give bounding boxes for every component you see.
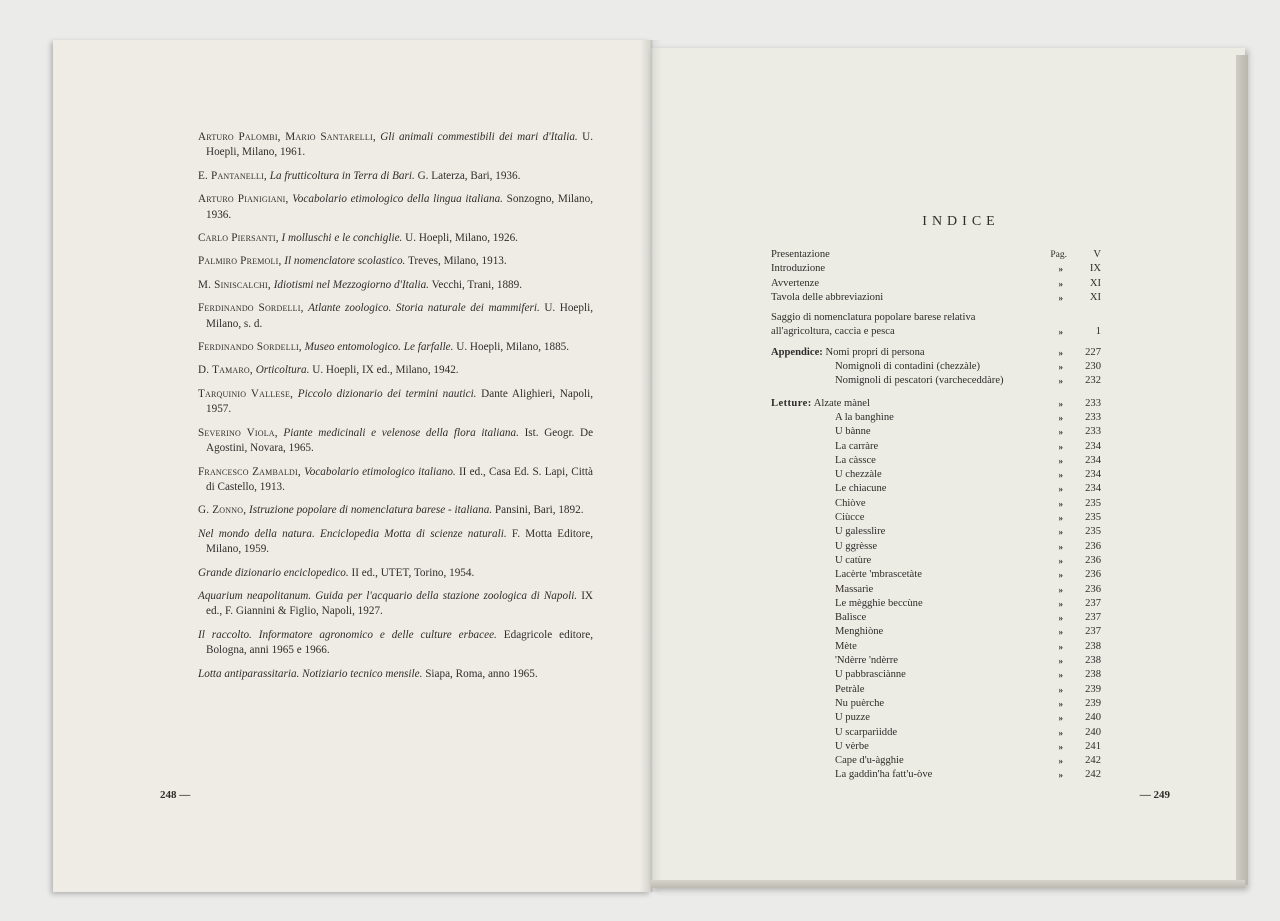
entry-title: Idiotismi nel Mezzogiorno d'Italia. [273,278,429,291]
bibliography-entry [198,387,593,418]
index-entry-page: 240 [1085,712,1101,724]
entry-author: G. Zonno, [198,504,247,517]
index-row [771,583,1101,597]
index-entry-label: Mète [835,640,857,652]
index-entry-label: U scarparìidde [835,726,898,738]
entry-author: Francesco Zambaldi, [198,465,301,478]
index-entry-page: 234 [1085,469,1101,481]
index-list [771,248,1101,783]
bibliography-entry [198,231,593,246]
index-row [771,248,1101,262]
entry-title: Vocabolario etimologico italiano. [304,465,456,478]
left-page [53,40,651,892]
index-row [771,683,1101,697]
marker-glyph: » [1058,698,1063,709]
index-entry-label: Balìsce [835,612,867,624]
bibliography-entry [198,169,593,184]
index-entry-label: Massarìe [835,583,874,595]
index-entry-label: Petràle [835,683,865,695]
index-row [771,425,1101,439]
index-entry-page: 230 [1085,361,1101,373]
index-entry-label: U ggrèsse [835,540,878,552]
entry-author: M. Siniscalchi, [198,278,271,291]
spacer [771,389,1101,397]
index-entry-label: La càssce [835,454,876,466]
index-row [771,360,1101,374]
bibliography-entry [198,363,593,378]
marker-glyph: » [1058,278,1063,289]
marker-glyph: » [1058,770,1063,781]
index-entry-label: Nomignoli di pescatori (varcheceddàre) [835,375,1004,387]
entry-publisher: Pansini, Bari, 1892. [494,504,584,517]
entry-author: D. Tamaro, [198,364,253,377]
entry-publisher: Siapa, Roma, anno 1965. [425,667,538,680]
entry-author: Tarquinio Vallese, [198,387,294,400]
right-page [651,48,1245,888]
index-entry-label: Le mègghie beccùne [835,597,923,609]
index-row [771,525,1101,539]
index-row [771,654,1101,668]
entry-publisher: IX ed., F. Giannini & Figlio, Napoli, 1927. [206,589,594,618]
entry-text: Nomi propri di persona [825,346,925,358]
bibliography-entry [198,301,593,332]
marker-glyph: » [1058,584,1063,595]
index-entry-page: 238 [1085,655,1101,667]
entry-publisher: U. Hoepli, Milano, 1926. [405,232,518,245]
entry-title: Il raccolto. Informatore agronomico e delle culture erbacee. [198,628,497,641]
right-page-number: — 249 [1139,789,1170,801]
index-entry-label: U bànne [835,426,871,438]
entry-publisher: U. Hoepli, Milano, s. d. [206,302,594,330]
entry-publisher: U. Hoepli, Milano, 1885. [456,341,570,354]
entry-title: Museo entomologico. Le farfalle. [304,341,454,354]
entry-author: Arturo Pianigiani, [198,193,289,206]
index-entry-label: Introduzione [771,263,826,275]
entry-title: I molluschi e le conchiglie. [281,232,403,245]
marker-glyph: » [1058,670,1063,681]
index-row [771,325,1101,339]
marker-glyph: » [1058,362,1063,373]
page-stack-edge [1236,55,1248,885]
bibliography-entry [198,465,593,496]
entry-title: Aquarium neapolitanum. Guida per l'acquario della stazione zoologica di Napoli. [198,589,578,602]
bibliography-entry [198,192,593,223]
index-entry-label: all'agricoltura, caccia e pesca [771,326,895,338]
entry-publisher: II ed., UTET, Torino, 1954. [351,566,475,579]
index-row [771,668,1101,682]
index-entry-label [771,346,925,360]
index-entry-label: U vèrbe [835,740,869,752]
index-entry-page: 239 [1085,697,1101,709]
entry-title: Grande dizionario enciclopedico. [198,566,349,579]
entry-title: Gli animali commestibili dei mari d'Italia. [380,131,578,143]
marker-glyph: » [1058,412,1063,423]
index-entry-page: 1 [1095,326,1101,338]
index-row [771,754,1101,768]
marker-glyph: » [1058,264,1063,275]
entry-text: Alzate mànel [813,397,870,409]
marker-glyph: » [1058,741,1063,752]
index-row [771,611,1101,625]
marker-glyph: » [1058,713,1063,724]
entry-publisher: U. Hoepli, IX ed., Milano, 1942. [312,364,459,377]
index-row [771,346,1101,360]
index-entry-label: Chiòve [835,497,866,509]
entry-publisher: II ed., Casa Ed. S. Lapi, Città di Castello, 1913. [206,465,593,493]
index-entry-page: XI [1089,291,1101,303]
index-entry-page: 236 [1085,569,1101,581]
marker-glyph: » [1058,527,1063,538]
index-row [771,311,1101,325]
index-entry-page: 235 [1085,497,1101,509]
index-entry-label: Lacèrte 'mbrascetàte [835,569,922,581]
index-entry-page: IX [1089,263,1101,275]
entry-title: Istruzione popolare di nomenclatura barese - italiana. [249,504,493,517]
index-row [771,554,1101,568]
entry-title: Vocabolario etimologico della lingua italiana. [292,193,503,206]
index-entry-label: Cape d'u-àgghie [835,755,904,767]
index-row [771,640,1101,654]
index-row [771,262,1101,276]
bibliography-entry [198,278,593,293]
marker-glyph: » [1058,470,1063,481]
index-entry-page: 236 [1085,554,1101,566]
bibliography-entry [198,667,593,682]
marker-glyph: » [1058,513,1063,524]
index-row [771,540,1101,554]
index-row [771,397,1101,411]
index-entry-label: Tavola delle abbreviazioni [771,291,884,303]
index-entry-page: 238 [1085,640,1101,652]
index-entry-page: 242 [1085,769,1101,781]
bibliography-entry [198,130,593,161]
index-row [771,411,1101,425]
entry-author: Ferdinando Sordelli, [198,341,302,354]
marker-glyph: » [1058,641,1063,652]
entry-author: Palmiro Premoli, [198,255,282,268]
marker-glyph: » [1058,427,1063,438]
marker-glyph: » [1058,398,1063,409]
left-page-number: 248 — [160,789,191,801]
index-entry-label: Presentazione [771,249,830,260]
index-entry-page: 241 [1085,740,1101,752]
entry-title: Piccolo dizionario dei termini nautici. [297,387,477,400]
index-entry-label [771,397,870,411]
index-entry-page: 237 [1085,597,1101,609]
entry-author: Carlo Piersanti, [198,232,279,245]
index-row [771,440,1101,454]
marker-glyph: » [1058,684,1063,695]
marker-glyph: » [1058,627,1063,638]
entry-title: Piante medicinali e velenose della flora italiana. [283,426,519,439]
index-row [771,568,1101,582]
entry-author: E. Pantanelli, [198,169,267,182]
bibliography-entry [198,503,593,518]
index-entry-label: Nomignoli di contadini (chezzàle) [835,361,981,373]
bibliography [198,130,593,690]
index-entry-label: U galesslìre [835,526,886,538]
index-entry-label: Le chiacune [835,483,887,495]
index-entry-label: La gaddìn'ha fatt'u-òve [835,769,933,781]
entry-title: La frutticoltura in Terra di Bari. [269,169,415,182]
index-row [771,291,1101,305]
marker-glyph: » [1058,598,1063,609]
pag-label: Pag. [1050,250,1067,260]
index-entry-label: Menghiòne [835,626,884,638]
index-entry-page: V [1093,249,1101,260]
marker-glyph: » [1058,498,1063,509]
letture-heading: Letture: [771,397,812,409]
index-entry-label: Saggio di nomenclatura popolare barese relativa [771,312,976,324]
index-entry-page: 236 [1085,583,1101,595]
index-row [771,740,1101,754]
index-entry-page: 234 [1085,454,1101,466]
index-entry-page: 233 [1085,397,1101,409]
index-entry-label: U chezzàle [835,469,882,481]
index-entry-label: 'Ndèrre 'ndèrre [835,655,898,667]
marker-glyph: » [1058,484,1063,495]
entry-title: Lotta antiparassitaria. Notiziario tecnico mensile. [198,667,423,680]
index-entry-page: 240 [1085,726,1101,738]
entry-publisher: U. Hoepli, Milano, 1961. [206,131,594,159]
index-row [771,768,1101,782]
index-entry-page: 238 [1085,669,1101,681]
index-entry-label: U catùre [835,554,872,566]
entry-author: Arturo Palombi, Mario Santarelli, [198,131,376,143]
index-entry-label: La carràre [835,440,879,452]
index-row [771,711,1101,725]
index-row [771,482,1101,496]
index-entry-label: Ciùcce [835,512,865,524]
marker-glyph: » [1058,327,1063,338]
index-row [771,697,1101,711]
bibliography-entry [198,527,593,558]
index-entry-label: A la banghìne [835,411,894,423]
index-row [771,726,1101,740]
index-entry-page: 242 [1085,755,1101,767]
index-entry-page: 236 [1085,540,1101,552]
index-row [771,497,1101,511]
entry-publisher: Ist. Geogr. De Agostini, Novara, 1965. [206,426,594,455]
index-row [771,277,1101,291]
index-entry-label: U pabbrasciànne [835,669,906,681]
index-entry-label: Nu puèrche [835,697,885,709]
bibliography-entry [198,628,593,659]
entry-publisher: Edagricole editore, Bologna, anni 1965 e 1966. [206,628,593,657]
marker-glyph: » [1058,347,1063,358]
entry-author: Severino Viola, [198,426,278,439]
marker-glyph: » [1058,656,1063,667]
index-entry-page: 227 [1085,346,1101,358]
marker-glyph: » [1058,292,1063,303]
marker-glyph: » [1058,455,1063,466]
book-gutter [640,40,662,892]
index-entry-page: 237 [1085,626,1101,638]
index-row [771,511,1101,525]
index-entry-page: 235 [1085,512,1101,524]
marker-glyph: » [1058,441,1063,452]
marker-glyph: » [1058,727,1063,738]
bibliography-entry [198,589,593,620]
index-row [771,454,1101,468]
bibliography-entry [198,426,593,457]
index-row [771,374,1101,388]
index-title: INDICE [922,214,1000,229]
index-entry-label: Avvertenze [771,277,820,289]
bibliography-entry [198,566,593,581]
marker-glyph: » [1058,756,1063,767]
entry-publisher: Sonzogno, Milano, 1936. [206,193,593,221]
entry-publisher: G. Laterza, Bari, 1936. [417,169,521,182]
index-entry-page: 233 [1085,426,1101,438]
entry-publisher: Treves, Milano, 1913. [407,255,507,268]
index-entry-page: 234 [1085,483,1101,495]
index-entry-page: 232 [1085,375,1101,387]
index-entry-page: 237 [1085,612,1101,624]
entry-title: Atlante zoologico. Storia naturale dei mammiferi. [308,302,540,315]
entry-publisher: Dante Alighieri, Napoli, 1957. [206,387,594,416]
page-stack-bottom [651,880,1245,888]
entry-title: Orticoltura. [255,364,310,377]
index-entry-label: U puzze [835,712,870,724]
index-entry-page: XI [1089,277,1101,289]
entry-publisher: Vecchi, Trani, 1889. [431,278,523,291]
marker-glyph: » [1058,613,1063,624]
index-entry-page: 235 [1085,526,1101,538]
marker-glyph: » [1058,555,1063,566]
index-entry-page: 234 [1085,440,1101,452]
bibliography-entry [198,254,593,269]
marker-glyph: » [1058,376,1063,387]
entry-publisher: F. Motta Editore, Milano, 1959. [206,527,594,556]
entry-title: Il nomenclatore scolastico. [284,255,406,268]
marker-glyph: » [1058,570,1063,581]
index-row [771,597,1101,611]
entry-author: Ferdinando Sordelli, [198,302,304,315]
appendice-heading: Appendice: [771,346,823,358]
index-entry-page: 239 [1085,683,1101,695]
index-row [771,468,1101,482]
entry-title: Nel mondo della natura. Enciclopedia Motta di scienze naturali. [198,527,507,540]
index-entry-page: 233 [1085,411,1101,423]
marker-glyph: » [1058,541,1063,552]
index-row [771,625,1101,639]
bibliography-entry [198,340,593,355]
